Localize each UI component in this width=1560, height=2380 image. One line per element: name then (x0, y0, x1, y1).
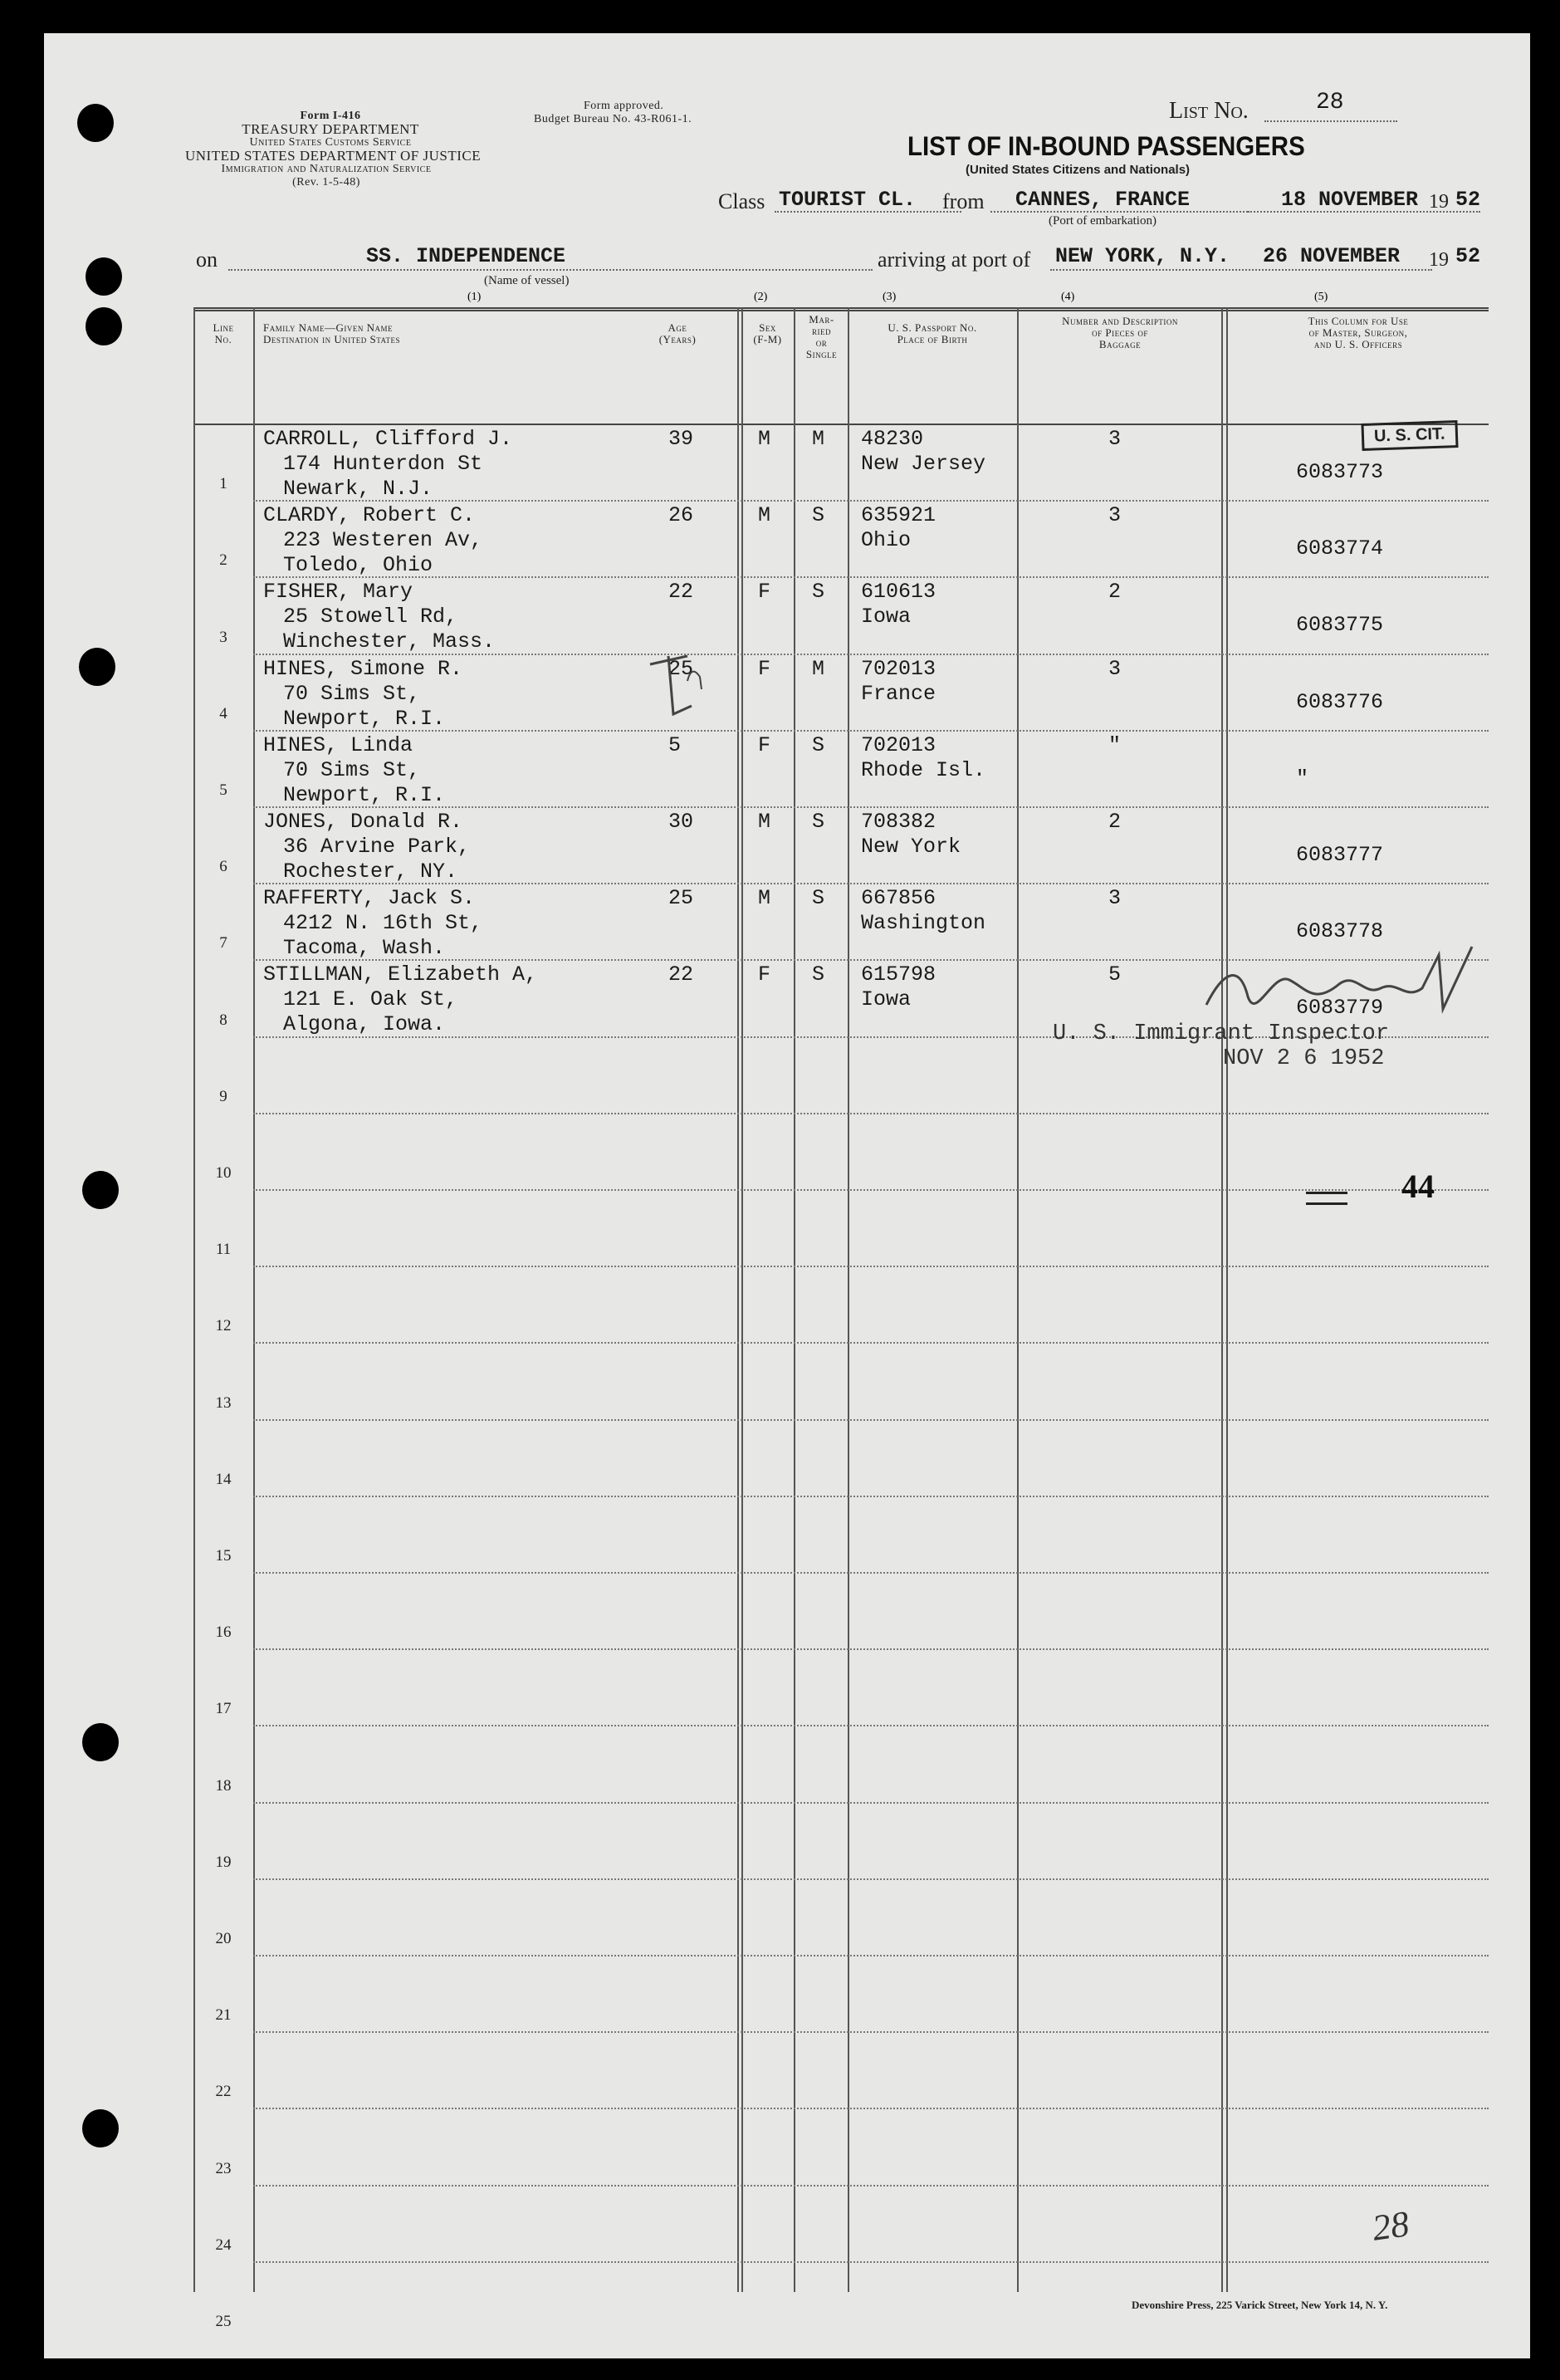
list-number-value: 28 (1316, 90, 1344, 115)
age-value: 22 (668, 580, 694, 605)
sex-value: F (758, 580, 771, 605)
col-number-2: (2) (754, 291, 768, 303)
passenger-name: FISHER, Mary (263, 580, 413, 605)
address-city: Newport, R.I. (283, 706, 446, 731)
printer-footer: Devonshire Press, 225 Varick Street, New York 14, N. Y. (1132, 2299, 1388, 2311)
address-street: 25 Stowell Rd, (283, 605, 458, 629)
line-number: 21 (215, 2006, 232, 2025)
total-mark: 44 (1401, 1168, 1435, 1205)
binder-hole (82, 1171, 119, 1209)
class-label: Class (718, 189, 765, 213)
passenger-name: CLARDY, Robert C. (263, 503, 476, 528)
form-approved: Form approved. (584, 100, 664, 112)
header-name: Family Name—Given Name Destination in United States (263, 321, 401, 345)
officer-number: " (1296, 766, 1309, 791)
age-value: 39 (668, 427, 694, 451)
binder-hole (86, 257, 122, 296)
budget-bureau: Budget Bureau No. 43-R061-1. (534, 113, 692, 125)
col-number-3: (3) (883, 291, 897, 303)
line-number: 7 (219, 934, 227, 952)
passenger-name: RAFFERTY, Jack S. (263, 886, 476, 911)
officer-number: 6083774 (1296, 536, 1384, 561)
baggage-count: 2 (1108, 580, 1122, 605)
passport-number: 615798 (861, 962, 936, 987)
place-of-birth: Iowa (861, 605, 912, 629)
baggage-count: " (1108, 732, 1122, 757)
line-number: 12 (215, 1317, 232, 1335)
marital-status: S (812, 962, 825, 987)
passenger-name: STILLMAN, Elizabeth A, (263, 962, 538, 987)
form-number: Form I-416 (300, 110, 361, 122)
arrival-port: NEW YORK, N.Y. (1055, 244, 1230, 268)
baggage-count: 2 (1108, 810, 1122, 834)
line-number: 14 (215, 1470, 232, 1488)
officer-number: 6083776 (1296, 689, 1384, 714)
address-street: 4212 N. 16th St, (283, 911, 483, 936)
age-value: 5 (668, 732, 682, 757)
officer-number: 6083778 (1296, 919, 1384, 944)
address-street: 36 Arvine Park, (283, 835, 471, 859)
line-number: 13 (215, 1393, 232, 1412)
officer-number: 6083779 (1296, 996, 1384, 1021)
form-revision: (Rev. 1-5-48) (292, 176, 360, 189)
line-number: 1 (219, 475, 227, 493)
passenger-name: CARROLL, Clifford J. (263, 427, 513, 451)
passenger-name: JONES, Donald R. (263, 810, 463, 834)
header-baggage: Number and Description of Pieces of Baggage (1062, 315, 1178, 350)
sex-value: M (758, 886, 771, 911)
line-number: 16 (215, 1623, 232, 1642)
line-number: 10 (215, 1164, 232, 1182)
place-of-birth: France (861, 681, 936, 706)
inspector-title: U. S. Immigrant Inspector (1053, 1021, 1390, 1046)
arrival-date: 26 NOVEMBER (1263, 244, 1401, 268)
binder-hole (82, 1723, 119, 1761)
document-page (44, 33, 1530, 2358)
address-city: Rochester, NY. (283, 859, 458, 884)
binder-hole (77, 104, 114, 142)
header-line-no: Line No. (213, 321, 234, 345)
place-of-birth: Washington (861, 911, 986, 936)
binder-hole (79, 648, 115, 686)
passenger-name: HINES, Linda (263, 732, 413, 757)
marital-status: S (812, 732, 825, 757)
line-number: 22 (215, 2083, 232, 2101)
place-of-birth: Iowa (861, 987, 912, 1012)
age-value: 25 (668, 656, 694, 681)
header-married: Mar- ried or Single (805, 313, 838, 360)
inspector-date: NOV 2 6 1952 (1223, 1046, 1385, 1071)
binder-hole (82, 2109, 119, 2147)
arrival-year: 52 (1455, 244, 1481, 268)
total-dash (1306, 1192, 1347, 1205)
header-age: Age (Years) (658, 321, 697, 345)
page-mark: 28 (1369, 2203, 1412, 2249)
customs-service: United States Customs Service (249, 136, 412, 149)
address-street: 174 Hunterdon St (283, 452, 483, 476)
vessel-caption: (Name of vessel) (484, 274, 570, 287)
sex-value: F (758, 732, 771, 757)
line-number: 4 (219, 704, 227, 722)
age-value: 25 (668, 886, 694, 911)
col-number-4: (4) (1061, 291, 1075, 303)
treasury-department: TREASURY DEPARTMENT (242, 121, 419, 137)
arriving-label: arriving at port of (878, 247, 1031, 272)
line-number: 15 (215, 1547, 232, 1565)
col-number-5: (5) (1314, 291, 1328, 303)
age-value: 26 (668, 503, 694, 528)
col-number-1: (1) (467, 291, 482, 303)
sex-value: M (758, 810, 771, 834)
passport-number: 48230 (861, 427, 924, 451)
form-approval (534, 100, 741, 126)
header-passport: U. S. Passport No. Place of Birth (888, 321, 977, 345)
line-number: 8 (219, 1011, 227, 1029)
marital-status: S (812, 886, 825, 911)
marital-status: S (812, 503, 825, 528)
port-caption: (Port of embarkation) (1049, 214, 1157, 228)
baggage-count: 3 (1108, 503, 1122, 528)
officer-number: 6083775 (1296, 613, 1384, 638)
line-number: 9 (219, 1087, 227, 1105)
baggage-count: 3 (1108, 886, 1122, 911)
departure-year: 52 (1455, 188, 1481, 212)
baggage-count: 5 (1108, 962, 1122, 987)
sex-value: F (758, 962, 771, 987)
list-number-label: List No. (1169, 98, 1249, 124)
line-number: 6 (219, 858, 227, 876)
marital-status: M (812, 656, 825, 681)
address-street: 223 Westeren Av, (283, 528, 483, 553)
place-of-birth: Ohio (861, 528, 912, 553)
sex-value: M (758, 427, 771, 451)
address-city: Tacoma, Wash. (283, 936, 446, 961)
age-value: 22 (668, 962, 694, 987)
line-number: 2 (219, 551, 227, 570)
age-value: 30 (668, 810, 694, 834)
officer-number: 6083777 (1296, 843, 1384, 867)
passport-number: 610613 (861, 580, 936, 605)
passport-number: 702013 (861, 732, 936, 757)
passport-number: 702013 (861, 656, 936, 681)
port-of-embarkation: CANNES, FRANCE (1015, 188, 1191, 212)
line-number: 24 (215, 2236, 232, 2254)
marital-status: S (812, 580, 825, 605)
passenger-name: HINES, Simone R. (263, 656, 463, 681)
address-city: Newport, R.I. (283, 782, 446, 807)
sex-value: F (758, 656, 771, 681)
year-prefix-2: 19 (1429, 249, 1449, 271)
marital-status: S (812, 810, 825, 834)
baggage-count: 3 (1108, 427, 1122, 451)
inspector-signature (1190, 938, 1489, 1030)
justice-department: UNITED STATES DEPARTMENT OF JUSTICE (185, 148, 482, 164)
on-label: on (196, 247, 218, 272)
passport-number: 708382 (861, 810, 936, 834)
sex-value: M (758, 503, 771, 528)
place-of-birth: Rhode Isl. (861, 757, 986, 782)
citizen-box-stamp: U. S. CIT. (1361, 420, 1458, 451)
address-city: Algona, Iowa. (283, 1012, 446, 1037)
passport-number: 667856 (861, 886, 936, 911)
line-number: 25 (215, 2313, 232, 2330)
line-number: 20 (215, 1930, 232, 1947)
agency-block (193, 110, 467, 149)
address-city: Newark, N.J. (283, 477, 433, 501)
line-number: 11 (215, 1241, 232, 1259)
line-number: 23 (215, 2159, 232, 2177)
year-prefix: 19 (1429, 191, 1449, 213)
address-street: 121 E. Oak St, (283, 987, 458, 1012)
baggage-count: 3 (1108, 656, 1122, 681)
address-city: Winchester, Mass. (283, 629, 496, 654)
place-of-birth: New York (861, 835, 961, 859)
line-number: 3 (219, 628, 227, 646)
line-number: 17 (215, 1700, 232, 1718)
header-officers: This Column for Use of Master, Surgeon, and U. S. Officers (1308, 315, 1409, 350)
vessel-name: SS. INDEPENDENCE (366, 244, 566, 268)
ins-service: Immigration and Naturalization Service (221, 163, 432, 175)
officer-number: 6083773 (1296, 460, 1384, 484)
form-title: LIST OF IN-BOUND PASSENGERS (907, 131, 1305, 161)
form-subtitle: (United States Citizens and Nationals) (966, 163, 1191, 177)
line-number: 18 (215, 1776, 232, 1795)
header-sex: Sex (F-M) (753, 321, 782, 345)
address-street: 70 Sims St, (283, 681, 421, 706)
binder-hole (86, 307, 122, 345)
justice-block (185, 148, 482, 189)
line-number: 19 (215, 1853, 232, 1871)
departure-date: 18 NOVEMBER (1281, 188, 1419, 212)
passport-number: 635921 (861, 503, 936, 528)
class-value: TOURIST CL. (779, 188, 917, 212)
from-label: from (942, 189, 985, 213)
marital-status: M (812, 427, 825, 451)
address-city: Toledo, Ohio (283, 553, 433, 578)
address-street: 70 Sims St, (283, 757, 421, 782)
place-of-birth: New Jersey (861, 452, 986, 476)
line-number: 5 (219, 781, 227, 799)
check-mark (642, 639, 716, 731)
